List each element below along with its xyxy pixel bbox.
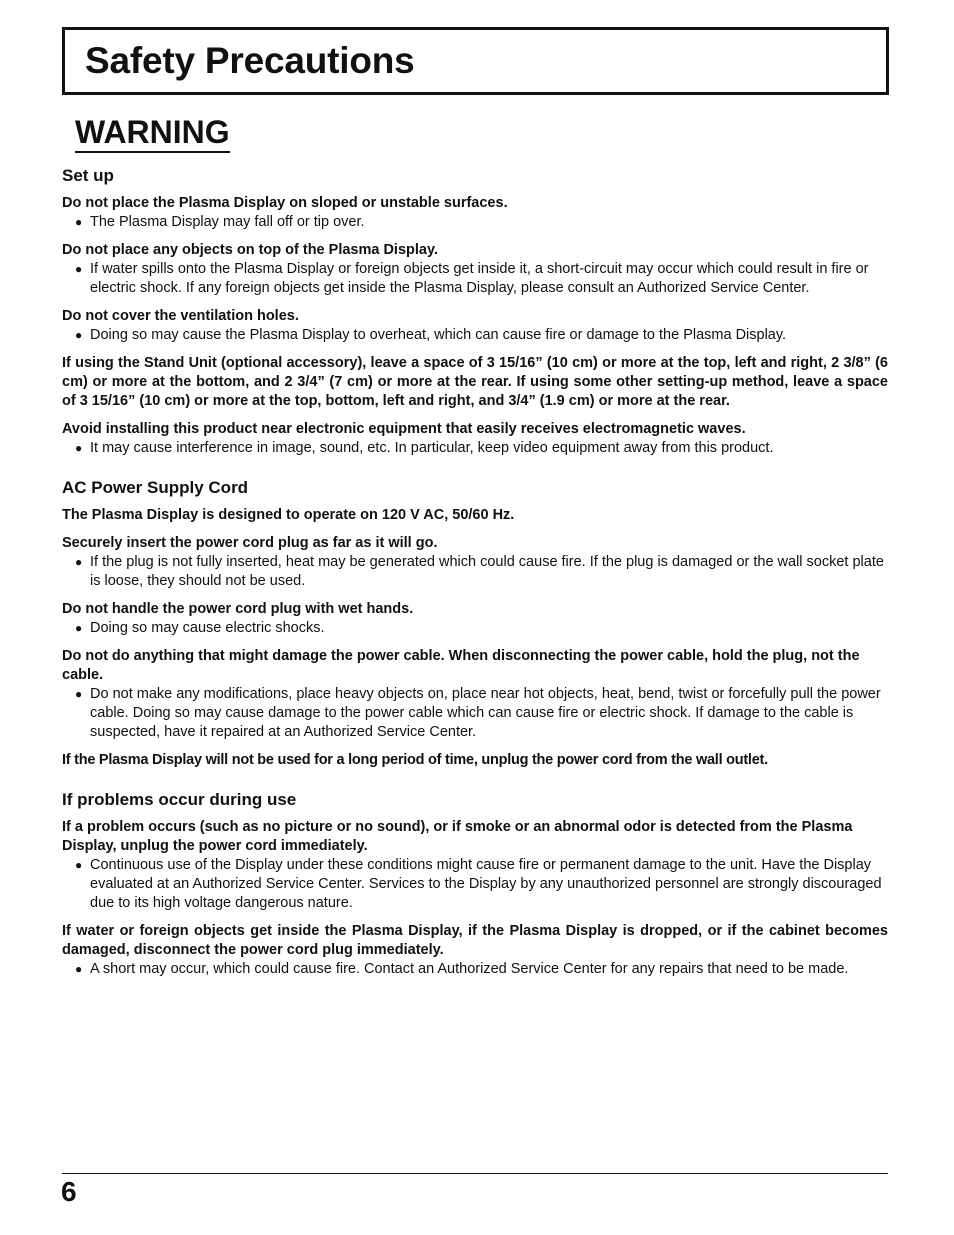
bullet-icon: ●	[75, 328, 83, 342]
bullet-text: The Plasma Display may fall off or tip over.	[90, 214, 365, 230]
section-problems	[62, 788, 888, 979]
bullet-text: If the plug is not fully inserted, heat may be generated which could cause fire. If the plug is damaged or the wall socket plate is loose, they should not be used.	[90, 554, 884, 589]
bullet-item	[62, 685, 888, 742]
bullet-item	[62, 960, 888, 979]
bullet-text: Do not make any modifications, place heavy objects on, place near hot objects, heat, bend, twist or forcefully pull the power cable. Doing so may cause damage to the power cable which can cause fire or electric shock. If damage to the cable is suspected, have it repaired at an Authorized Service Center.	[90, 686, 881, 740]
bullet-icon: ●	[75, 962, 83, 976]
rule-text: If water or foreign objects get inside the Plasma Display, if the Plasma Display is dropped, or if the cabinet becomes damaged, disconnect the power cord plug immediately.	[62, 923, 888, 958]
title-box	[62, 27, 889, 95]
rule-text: The Plasma Display is designed to operate on 120 V AC, 50/60 Hz.	[62, 507, 515, 523]
section-heading-setup: Set up	[62, 166, 114, 185]
bullet-text: Continuous use of the Display under these conditions might cause fire or permanent damage to the unit. Have the Display evaluated at an Authorized Service Center. Services to the Display by any unauthorized personnel are strongly discouraged due to its high voltage dangerous nature.	[90, 857, 882, 911]
rule-text: Avoid installing this product near electronic equipment that easily receives electromagnetic waves.	[62, 421, 746, 437]
bullet-item	[62, 260, 888, 298]
rule-text: Do not place the Plasma Display on sloped or unstable surfaces.	[62, 195, 508, 211]
bullet-icon: ●	[75, 555, 83, 569]
rule-text: Do not place any objects on top of the Plasma Display.	[62, 242, 438, 258]
rule-text: Securely insert the power cord plug as far as it will go.	[62, 535, 438, 551]
bullet-text: It may cause interference in image, sound, etc. In particular, keep video equipment away from this product.	[90, 440, 774, 456]
content	[62, 164, 888, 979]
section-ac-power	[62, 476, 888, 770]
bullet-item	[62, 439, 888, 458]
rule-text: If the Plasma Display will not be used for a long period of time, unplug the power cord from the wall outlet.	[62, 752, 768, 768]
rule-text: Do not do anything that might damage the power cable. When disconnecting the power cable, hold the plug, not the cable.	[62, 648, 860, 683]
bullet-text: A short may occur, which could cause fire. Contact an Authorized Service Center for any repairs that need to be made.	[90, 961, 849, 977]
bullet-icon: ●	[75, 687, 83, 701]
bullet-text: Doing so may cause the Plasma Display to overheat, which can cause fire or damage to the Plasma Display.	[90, 327, 787, 343]
rule-text: Do not cover the ventilation holes.	[62, 308, 299, 324]
bullet-icon: ●	[75, 858, 83, 872]
bullet-item	[62, 326, 888, 345]
bullet-item	[62, 619, 888, 638]
bullet-icon: ●	[75, 441, 83, 455]
section-setup	[62, 164, 888, 458]
bullet-item	[62, 856, 888, 913]
footer-divider	[62, 1173, 888, 1174]
bullet-item	[62, 553, 888, 591]
warning-heading: WARNING	[75, 114, 230, 153]
bullet-icon: ●	[75, 621, 83, 635]
page-title: Safety Precautions	[85, 40, 415, 81]
section-heading-problems: If problems occur during use	[62, 790, 297, 809]
rule-text: If using the Stand Unit (optional accessory), leave a space of 3 15/16” (10 cm) or more at the top, left and right, 2 3/8” (6 cm) or more at the bottom, and 2 3/4” (7 cm) or more at the rear. If using some other setting-up method, leave a space of 3 15/16” (10 cm) or more at the top, bottom, left and right, and 3/4” (1.9 cm) or more at the rear.	[62, 355, 888, 409]
bullet-icon: ●	[75, 262, 83, 276]
rule-text: If a problem occurs (such as no picture or no sound), or if smoke or an abnormal odor is detected from the Plasma Display, unplug the power cord immediately.	[62, 819, 853, 854]
bullet-item	[62, 213, 888, 232]
bullet-text: Doing so may cause electric shocks.	[90, 620, 325, 636]
bullet-text: If water spills onto the Plasma Display or foreign objects get inside it, a short-circuit may occur which could result in fire or electric shock. If any foreign objects get inside the Plasma Display, please consult an Authorized Service Center.	[90, 261, 869, 296]
rule-text: Do not handle the power cord plug with wet hands.	[62, 601, 414, 617]
page-number: 6	[61, 1176, 77, 1207]
section-heading-ac-power: AC Power Supply Cord	[62, 478, 249, 497]
bullet-icon: ●	[75, 215, 83, 229]
